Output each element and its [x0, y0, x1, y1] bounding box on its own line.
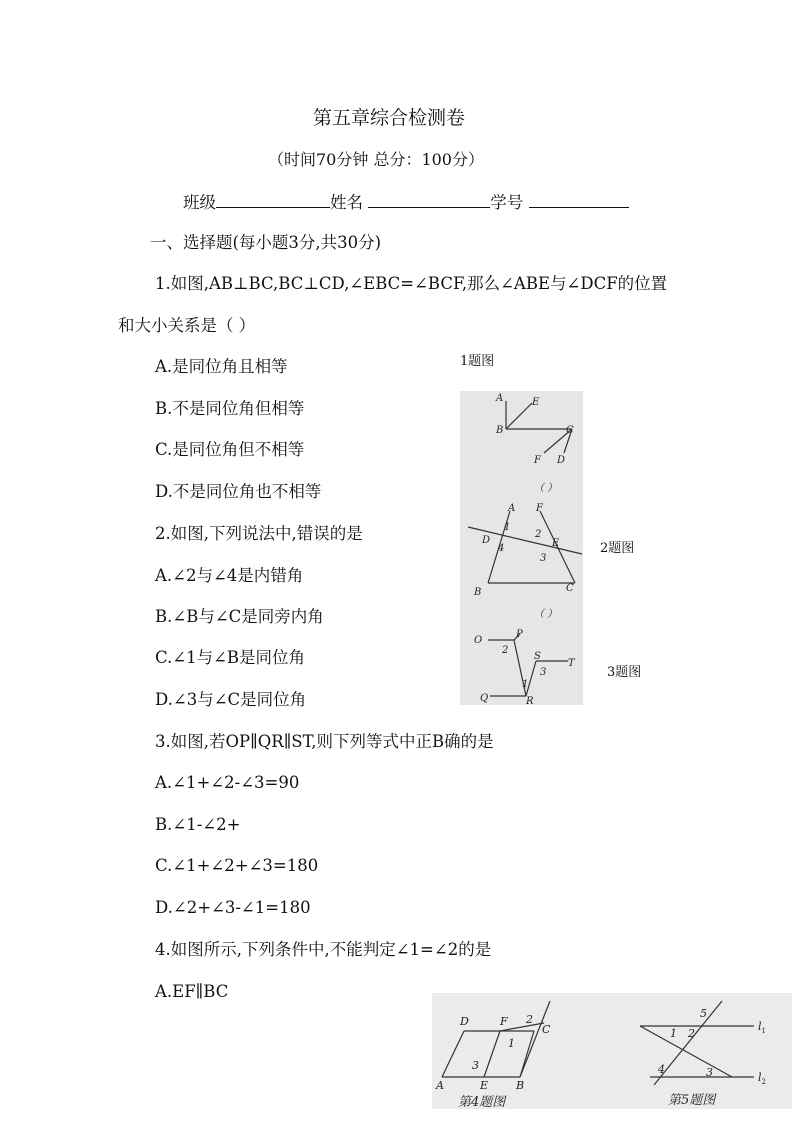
fig4-point-d: D [460, 1015, 469, 1028]
id-label: 学号 [490, 193, 524, 212]
fig3-angle-1: 1 [522, 679, 529, 690]
figures-1-3-photo [460, 391, 583, 705]
fig2-point-a: A [508, 503, 516, 514]
fig1-point-b: B [496, 425, 504, 436]
q3-stem: 3.如图,若OP∥QR∥ST,则下列等式中正B确的是 [155, 732, 494, 751]
fig1-point-a: A [496, 393, 504, 404]
fig4-angle-1: 1 [508, 1037, 515, 1050]
q4-option-a[interactable]: A.EF∥BC [155, 982, 229, 1001]
fig3-angle-2: 2 [502, 645, 509, 656]
fig4-angle-3: 3 [472, 1059, 479, 1072]
fig2-point-b: B [474, 587, 482, 598]
section-heading: 一、选择题(每小题3分,共30分) [150, 233, 382, 252]
fig2-angle-3: 3 [540, 553, 547, 564]
exam-info: （时间70分钟 总分：100分） [268, 150, 484, 169]
q2-stem: 2.如图,下列说法中,错误的是 [155, 524, 363, 543]
fig2-angle-2: 2 [535, 529, 542, 540]
fig5-line-l1-sub: 1 [761, 1027, 766, 1035]
q1-option-a[interactable]: A.是同位角且相等 [155, 357, 288, 376]
fig5-angle-1: 1 [670, 1027, 677, 1040]
figures-1-3-diagram [460, 391, 583, 705]
q4-stem: 4.如图所示,下列条件中,不能判定∠1=∠2的是 [155, 940, 492, 959]
fig1-point-d: D [557, 455, 566, 466]
q2-option-c[interactable]: C.∠1与∠B是同位角 [155, 648, 306, 667]
fig5-line-l1 [758, 1020, 766, 1035]
fig5-angle-3: 3 [706, 1066, 713, 1079]
q2-option-b[interactable]: B.∠B与∠C是同旁内角 [155, 607, 324, 626]
q3-option-d[interactable]: D.∠2+∠3-∠1=180 [155, 898, 311, 917]
fig1-paren: （ ） [534, 483, 558, 494]
q1-option-c[interactable]: C.是同位角但不相等 [155, 440, 305, 459]
fig3-point-p: P [516, 629, 523, 640]
figures-4-5-photo [432, 993, 792, 1109]
q1-option-b[interactable]: B.不是同位角但相等 [155, 399, 305, 418]
q1-option-d[interactable]: D.不是同位角也不相等 [155, 482, 322, 501]
fig1-point-c: C [566, 425, 574, 436]
fig1-point-f: F [534, 455, 541, 466]
fig2-label: 2题图 [600, 541, 635, 556]
fig3-point-s: S [534, 651, 541, 662]
q3-option-b[interactable]: B.∠1-∠2+ [155, 815, 241, 834]
class-label: 班级 [183, 193, 216, 212]
fig5-line-l2 [758, 1071, 766, 1086]
name-blank[interactable] [368, 191, 490, 208]
q1-stem-line2: 和大小关系是（ ） [118, 316, 256, 335]
fig4-point-e: E [480, 1079, 489, 1092]
q2-option-a[interactable]: A.∠2与∠4是内错角 [155, 566, 304, 585]
fig1-label: 1题图 [460, 354, 495, 369]
q1-stem-line1: 1.如图,AB⊥BC,BC⊥CD,∠EBC=∠BCF,那么∠ABE与∠DCF的位置 [155, 274, 668, 293]
fig4-point-b: B [516, 1079, 525, 1092]
fig5-line-l2-letter: l [758, 1071, 762, 1084]
fig5-angle-5: 5 [700, 1007, 707, 1020]
fig5-caption: 第5题图 [668, 1093, 716, 1108]
fig3-point-t: T [568, 658, 575, 669]
fig4-caption: 第4题图 [458, 1095, 506, 1109]
fig3-angle-3: 3 [540, 667, 547, 678]
figures-4-5-diagram [432, 993, 792, 1109]
fig5-angle-2: 2 [688, 1027, 695, 1040]
fig4-angle-2: 2 [526, 1013, 533, 1026]
q3-option-c[interactable]: C.∠1+∠2+∠3=180 [155, 856, 319, 875]
fig2-point-c: C [566, 583, 574, 594]
fig2-point-e: E [552, 538, 560, 549]
q3-option-a[interactable]: A.∠1+∠2-∠3=90 [155, 773, 300, 792]
fig5-line-l2-sub: 2 [761, 1078, 766, 1086]
fig2-point-d: D [482, 535, 491, 546]
fig4-point-c: C [542, 1023, 551, 1036]
page-title: 第五章综合检测卷 [313, 107, 466, 129]
fig3-label: 3题图 [607, 665, 642, 680]
fig2-angle-4: 4 [498, 543, 505, 554]
fig3-point-o: O [474, 635, 483, 646]
fig4-point-f: F [500, 1015, 508, 1028]
fig2-point-f: F [536, 503, 543, 514]
q2-option-d[interactable]: D.∠3与∠C是同位角 [155, 690, 307, 709]
fig2-paren: （ ） [534, 609, 558, 620]
student-info-row [183, 191, 629, 213]
class-blank[interactable] [216, 191, 330, 208]
fig3-point-r: R [526, 696, 534, 705]
fig2-angle-1: 1 [504, 522, 511, 533]
id-blank[interactable] [529, 191, 629, 208]
fig3-point-q: Q [480, 693, 489, 704]
fig5-angle-4: 4 [658, 1063, 665, 1076]
name-label: 姓名 [330, 193, 363, 212]
fig1-point-e: E [532, 397, 540, 408]
fig5-line-l1-letter: l [758, 1020, 762, 1033]
fig4-point-a: A [436, 1079, 444, 1092]
